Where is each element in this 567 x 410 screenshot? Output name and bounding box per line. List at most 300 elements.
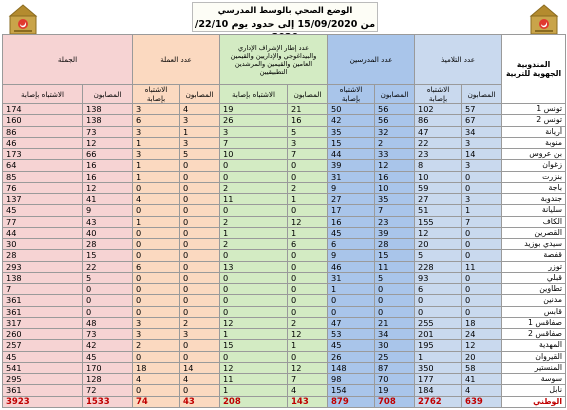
region-name-cell: تونس 1 (502, 104, 566, 115)
students-suspected-cell: 12 (415, 227, 462, 238)
workers-suspected-header: الاشتباه بإصابة (133, 85, 180, 104)
total-suspected-cell: 45 (3, 205, 83, 216)
table-row (3, 317, 566, 328)
total-infected-cell: 72 (83, 385, 133, 396)
students-suspected-cell: 86 (415, 115, 462, 126)
total-infected-cell: 42 (83, 340, 133, 351)
teachers-infected-cell: 23 (375, 216, 415, 227)
admin-suspected-cell: 12 (220, 317, 288, 328)
workers-suspected-cell: 1 (133, 137, 180, 148)
region-name-cell: مدنين (502, 295, 566, 306)
region-name-cell: منوبة (502, 137, 566, 148)
admin-suspected-cell: 1 (220, 329, 288, 340)
workers-infected-cell: 0 (180, 351, 220, 362)
workers-group-header: عدد العملة (133, 35, 220, 85)
region-header: المندوبية الجهوية للتربية (502, 35, 566, 104)
total-infected-cell: 48 (83, 317, 133, 328)
workers-infected-cell: 2 (180, 317, 220, 328)
teachers-suspected-cell: 16 (328, 216, 375, 227)
teachers-suspected-cell: 42 (328, 115, 375, 126)
admin-infected-cell: 6 (288, 239, 328, 250)
students-infected-cell: 0 (462, 272, 502, 283)
workers-suspected-cell: 3 (133, 126, 180, 137)
total-infected-cell: 66 (83, 149, 133, 160)
teachers-infected-cell: 56 (375, 104, 415, 115)
students-suspected-cell: 51 (415, 205, 462, 216)
workers-suspected-cell: 3 (133, 104, 180, 115)
admin-infected-cell: 1 (288, 194, 328, 205)
workers-infected-cell: 0 (180, 261, 220, 272)
total-suspected-cell: 30 (3, 239, 83, 250)
region-name-cell: سوسة (502, 374, 566, 385)
teachers-suspected-cell: 50 (328, 104, 375, 115)
teachers-infected-cell: 39 (375, 227, 415, 238)
total-infected-header: المصابون (83, 85, 133, 104)
total-suspected-cell: 76 (3, 182, 83, 193)
total-infected-cell: 73 (83, 126, 133, 137)
students-suspected-cell: 0 (415, 295, 462, 306)
workers-suspected-cell: 0 (133, 306, 180, 317)
table-row (3, 160, 566, 171)
teachers-infected-cell: 25 (375, 351, 415, 362)
table-row (3, 385, 566, 396)
workers-suspected-cell: 0 (133, 272, 180, 283)
students-infected-cell: 0 (462, 182, 502, 193)
total-infected-cell: 43 (83, 216, 133, 227)
teachers-suspected-cell: 46 (328, 261, 375, 272)
teachers-infected-cell: 15 (375, 250, 415, 261)
students-suspected-cell: 5 (415, 250, 462, 261)
teachers-suspected-cell: 6 (328, 239, 375, 250)
workers-infected-cell: 0 (180, 182, 220, 193)
teachers-infected-cell: 87 (375, 362, 415, 373)
admin-suspected-cell: 3 (220, 126, 288, 137)
workers-suspected-cell: 3 (133, 317, 180, 328)
teachers-infected-cell: 0 (375, 295, 415, 306)
table-row (3, 216, 566, 227)
admin-suspected-header: الاشتباه بإصابة (220, 85, 288, 104)
admin-infected-cell: 5 (288, 126, 328, 137)
workers-suspected-cell: 6 (133, 115, 180, 126)
admin-infected-cell: 7 (288, 374, 328, 385)
total-infected-cell: 16 (83, 171, 133, 182)
region-name-cell: سليانة (502, 205, 566, 216)
students-suspected-cell: 255 (415, 317, 462, 328)
report-title (192, 2, 378, 32)
total-infected-cell: 138 (83, 115, 133, 126)
table-row (3, 306, 566, 317)
workers-suspected-cell: 4 (133, 194, 180, 205)
teachers-suspected-cell: 148 (328, 362, 375, 373)
students-suspected-cell: 20 (415, 239, 462, 250)
table-row (3, 115, 566, 126)
admin-infected-cell: 0 (288, 250, 328, 261)
total-infected-cell: 5 (83, 272, 133, 283)
students-suspected-cell: 93 (415, 272, 462, 283)
total-infected-cell: 41 (83, 194, 133, 205)
teachers-infected-cell: 19 (375, 385, 415, 396)
admin-infected-cell: 7 (288, 149, 328, 160)
region-name-cell: بن عروس (502, 149, 566, 160)
admin-suspected-cell: 12 (220, 362, 288, 373)
students-infected-cell: 58 (462, 362, 502, 373)
students-infected-header: المصابون (462, 85, 502, 104)
workers-infected-cell: 43 (180, 396, 220, 408)
workers-infected-cell: 0 (180, 216, 220, 227)
total-infected-cell: 28 (83, 239, 133, 250)
students-suspected-cell: 195 (415, 340, 462, 351)
workers-infected-cell: 0 (180, 295, 220, 306)
workers-suspected-cell: 3 (133, 149, 180, 160)
table-row (3, 194, 566, 205)
teachers-suspected-cell: 26 (328, 351, 375, 362)
teachers-suspected-cell: 0 (328, 295, 375, 306)
region-name-cell: نابل (502, 385, 566, 396)
total-infected-cell: 0 (83, 295, 133, 306)
total-suspected-cell: 173 (3, 149, 83, 160)
table-row (3, 284, 566, 295)
region-name-cell: المهدية (502, 340, 566, 351)
total-infected-cell: 45 (83, 351, 133, 362)
admin-infected-cell: 0 (288, 306, 328, 317)
workers-suspected-cell: 2 (133, 340, 180, 351)
admin-suspected-cell: 10 (220, 149, 288, 160)
students-suspected-cell: 102 (415, 104, 462, 115)
students-infected-cell: 18 (462, 317, 502, 328)
students-suspected-cell: 1 (415, 351, 462, 362)
admin-infected-cell: 0 (288, 272, 328, 283)
workers-suspected-cell: 0 (133, 250, 180, 261)
teachers-suspected-cell: 47 (328, 317, 375, 328)
students-infected-cell: 0 (462, 295, 502, 306)
title-line-2: من 15/09/2020 إلى حدود يوم 22/10/ (194, 19, 376, 30)
workers-infected-cell: 0 (180, 205, 220, 216)
total-suspected-cell: 85 (3, 171, 83, 182)
total-infected-cell: 12 (83, 137, 133, 148)
students-infected-cell: 24 (462, 329, 502, 340)
teachers-suspected-cell: 31 (328, 272, 375, 283)
total-suspected-cell: 86 (3, 126, 83, 137)
students-suspected-cell: 201 (415, 329, 462, 340)
total-infected-cell: 40 (83, 227, 133, 238)
teachers-infected-header: المصابون (375, 85, 415, 104)
workers-infected-cell: 0 (180, 250, 220, 261)
teachers-infected-cell: 11 (375, 261, 415, 272)
workers-suspected-cell: 0 (133, 182, 180, 193)
workers-infected-cell: 0 (180, 272, 220, 283)
region-name-cell: المنستير (502, 362, 566, 373)
teachers-suspected-cell: 31 (328, 171, 375, 182)
students-suspected-cell: 350 (415, 362, 462, 373)
teachers-suspected-cell: 15 (328, 137, 375, 148)
total-suspected-cell: 7 (3, 284, 83, 295)
teachers-suspected-cell: 45 (328, 340, 375, 351)
admin-infected-cell: 2 (288, 182, 328, 193)
students-infected-cell: 3 (462, 160, 502, 171)
admin-infected-cell: 0 (288, 261, 328, 272)
students-suspected-cell: 184 (415, 385, 462, 396)
total-suspected-cell: 46 (3, 137, 83, 148)
region-name-cell: الكاف (502, 216, 566, 227)
workers-suspected-cell: 0 (133, 284, 180, 295)
students-suspected-cell: 155 (415, 216, 462, 227)
teachers-infected-cell: 21 (375, 317, 415, 328)
admin-suspected-cell: 11 (220, 374, 288, 385)
workers-infected-cell: 0 (180, 239, 220, 250)
region-name-cell: أريانة (502, 126, 566, 137)
teachers-infected-cell: 10 (375, 182, 415, 193)
health-status-table (2, 34, 566, 408)
students-infected-cell: 0 (462, 250, 502, 261)
region-name-cell: صفاقس 2 (502, 329, 566, 340)
admin-suspected-cell: 0 (220, 295, 288, 306)
admin-infected-header: المصابون (288, 85, 328, 104)
workers-infected-cell: 0 (180, 284, 220, 295)
total-infected-cell: 22 (83, 261, 133, 272)
region-name-cell: سيدي بوزيد (502, 239, 566, 250)
table-row (3, 261, 566, 272)
workers-suspected-cell: 0 (133, 351, 180, 362)
teachers-suspected-cell: 98 (328, 374, 375, 385)
table-row (3, 205, 566, 216)
teachers-suspected-cell: 9 (328, 250, 375, 261)
workers-infected-cell: 0 (180, 306, 220, 317)
students-infected-cell: 0 (462, 284, 502, 295)
students-infected-cell: 0 (462, 306, 502, 317)
workers-infected-cell: 0 (180, 385, 220, 396)
workers-suspected-cell: 74 (133, 396, 180, 408)
students-infected-cell: 7 (462, 216, 502, 227)
table-row (3, 329, 566, 340)
total-infected-cell: 12 (83, 182, 133, 193)
total-suspected-cell: 138 (3, 272, 83, 283)
workers-infected-cell: 3 (180, 329, 220, 340)
students-suspected-cell: 27 (415, 194, 462, 205)
total-infected-cell: 0 (83, 306, 133, 317)
teachers-infected-cell: 2 (375, 137, 415, 148)
table-row (3, 137, 566, 148)
teachers-infected-cell: 5 (375, 272, 415, 283)
workers-infected-header: المصابون (180, 85, 220, 104)
students-suspected-cell: 10 (415, 171, 462, 182)
region-name-cell: باجة (502, 182, 566, 193)
students-suspected-cell: 0 (415, 306, 462, 317)
region-name-cell: زغوان (502, 160, 566, 171)
workers-suspected-cell: 1 (133, 216, 180, 227)
table-row (3, 295, 566, 306)
total-suspected-cell: 77 (3, 216, 83, 227)
region-name-cell: القيروان (502, 351, 566, 362)
total-suspected-cell: 28 (3, 250, 83, 261)
teachers-suspected-cell: 45 (328, 227, 375, 238)
admin-suspected-cell: 0 (220, 250, 288, 261)
ministry-emblem-left (6, 2, 40, 38)
national-total-row (3, 396, 566, 408)
workers-infected-cell: 0 (180, 340, 220, 351)
total-suspected-cell: 260 (3, 329, 83, 340)
workers-suspected-cell: 3 (133, 329, 180, 340)
students-suspected-cell: 23 (415, 149, 462, 160)
workers-suspected-cell: 0 (133, 295, 180, 306)
students-infected-cell: 3 (462, 194, 502, 205)
total-infected-cell: 1533 (83, 396, 133, 408)
admin-infected-cell: 0 (288, 295, 328, 306)
region-name-cell: قابس (502, 306, 566, 317)
workers-infected-cell: 4 (180, 104, 220, 115)
students-suspected-header: الاشتباه بإصابة (415, 85, 462, 104)
workers-infected-cell: 4 (180, 374, 220, 385)
region-name-cell: قبلي (502, 272, 566, 283)
region-name-cell: بنزرت (502, 171, 566, 182)
workers-suspected-cell: 18 (133, 362, 180, 373)
students-infected-cell: 20 (462, 351, 502, 362)
total-suspected-cell: 361 (3, 295, 83, 306)
admin-suspected-cell: 26 (220, 115, 288, 126)
total-suspected-cell: 160 (3, 115, 83, 126)
total-suspected-cell: 3923 (3, 396, 83, 408)
teachers-suspected-cell: 27 (328, 194, 375, 205)
students-infected-cell: 3 (462, 137, 502, 148)
students-suspected-cell: 59 (415, 182, 462, 193)
teachers-infected-cell: 56 (375, 115, 415, 126)
students-suspected-cell: 2762 (415, 396, 462, 408)
workers-infected-cell: 3 (180, 115, 220, 126)
table-row (3, 272, 566, 283)
admin-suspected-cell: 7 (220, 137, 288, 148)
total-infected-cell: 15 (83, 250, 133, 261)
students-infected-cell: 11 (462, 261, 502, 272)
teachers-suspected-cell: 53 (328, 329, 375, 340)
teachers-infected-cell: 70 (375, 374, 415, 385)
teachers-infected-cell: 32 (375, 126, 415, 137)
students-infected-cell: 14 (462, 149, 502, 160)
workers-infected-cell: 0 (180, 227, 220, 238)
total-suspected-cell: 257 (3, 340, 83, 351)
total-suspected-cell: 45 (3, 351, 83, 362)
total-suspected-cell: 317 (3, 317, 83, 328)
table-body (3, 104, 566, 408)
table-row (3, 227, 566, 238)
students-suspected-cell: 177 (415, 374, 462, 385)
admin-suspected-cell: 0 (220, 351, 288, 362)
total-infected-cell: 73 (83, 329, 133, 340)
teachers-suspected-cell: 39 (328, 160, 375, 171)
admin-infected-cell: 0 (288, 205, 328, 216)
total-infected-cell: 138 (83, 104, 133, 115)
total-suspected-cell: 541 (3, 362, 83, 373)
admin-infected-cell: 12 (288, 362, 328, 373)
students-suspected-cell: 8 (415, 160, 462, 171)
table-row (3, 250, 566, 261)
teachers-suspected-cell: 44 (328, 149, 375, 160)
workers-infected-cell: 14 (180, 362, 220, 373)
students-suspected-cell: 6 (415, 284, 462, 295)
workers-suspected-cell: 0 (133, 227, 180, 238)
teachers-suspected-cell: 1 (328, 284, 375, 295)
region-name-cell: الوطني (502, 396, 566, 408)
teachers-infected-cell: 30 (375, 340, 415, 351)
admin-infected-cell: 16 (288, 115, 328, 126)
students-infected-cell: 34 (462, 126, 502, 137)
students-infected-cell: 12 (462, 340, 502, 351)
teachers-infected-cell: 33 (375, 149, 415, 160)
workers-suspected-cell: 4 (133, 374, 180, 385)
total-infected-cell: 128 (83, 374, 133, 385)
workers-suspected-cell: 0 (133, 385, 180, 396)
region-name-cell: القصرين (502, 227, 566, 238)
title-line-1: الوضع الصحي بالوسط المدرسي (217, 6, 353, 16)
workers-suspected-cell: 6 (133, 261, 180, 272)
total-suspected-cell: 44 (3, 227, 83, 238)
region-name-cell: توزر (502, 261, 566, 272)
teachers-group-header: عدد المدرسين (328, 35, 415, 85)
total-suspected-cell: 64 (3, 160, 83, 171)
workers-infected-cell: 1 (180, 126, 220, 137)
total-suspected-cell: 174 (3, 104, 83, 115)
teachers-suspected-cell: 879 (328, 396, 375, 408)
table-row (3, 374, 566, 385)
workers-suspected-cell: 1 (133, 160, 180, 171)
ministry-emblem-right (527, 2, 561, 38)
admin-suspected-cell: 2 (220, 182, 288, 193)
admin-group-header: عدد إطار الإشراف الإداري والبيداغوجي والإداريين والقيمين العامين والقيمين والمرشدين التطبيقيين (220, 35, 328, 85)
table-row (3, 362, 566, 373)
teachers-suspected-header: الاشتباه بإصابة (328, 85, 375, 104)
admin-infected-cell: 4 (288, 385, 328, 396)
teachers-infected-cell: 7 (375, 205, 415, 216)
admin-suspected-cell: 208 (220, 396, 288, 408)
teachers-suspected-cell: 0 (328, 306, 375, 317)
region-name-cell: قفصة (502, 250, 566, 261)
admin-infected-cell: 143 (288, 396, 328, 408)
workers-suspected-cell: 1 (133, 171, 180, 182)
students-infected-cell: 0 (462, 171, 502, 182)
admin-infected-cell: 0 (288, 160, 328, 171)
students-infected-cell: 67 (462, 115, 502, 126)
table-row (3, 171, 566, 182)
workers-infected-cell: 0 (180, 194, 220, 205)
total-suspected-cell: 361 (3, 385, 83, 396)
admin-suspected-cell: 0 (220, 272, 288, 283)
students-infected-cell: 41 (462, 374, 502, 385)
teachers-infected-cell: 0 (375, 306, 415, 317)
workers-infected-cell: 0 (180, 171, 220, 182)
region-name-cell: صفاقس 1 (502, 317, 566, 328)
students-infected-cell: 0 (462, 227, 502, 238)
admin-suspected-cell: 0 (220, 171, 288, 182)
admin-suspected-cell: 1 (220, 385, 288, 396)
admin-infected-cell: 1 (288, 227, 328, 238)
students-suspected-cell: 22 (415, 137, 462, 148)
total-suspected-cell: 293 (3, 261, 83, 272)
total-suspected-cell: 361 (3, 306, 83, 317)
admin-infected-cell: 2 (288, 317, 328, 328)
teachers-infected-cell: 16 (375, 171, 415, 182)
students-suspected-cell: 47 (415, 126, 462, 137)
admin-infected-cell: 12 (288, 216, 328, 227)
table-row (3, 126, 566, 137)
total-suspected-cell: 137 (3, 194, 83, 205)
teachers-suspected-cell: 35 (328, 126, 375, 137)
workers-suspected-cell: 0 (133, 205, 180, 216)
admin-suspected-cell: 0 (220, 160, 288, 171)
total-suspected-cell: 295 (3, 374, 83, 385)
region-name-cell: تطاوين (502, 284, 566, 295)
admin-infected-cell: 3 (288, 137, 328, 148)
table-row (3, 340, 566, 351)
admin-infected-cell: 21 (288, 104, 328, 115)
admin-suspected-cell: 0 (220, 306, 288, 317)
